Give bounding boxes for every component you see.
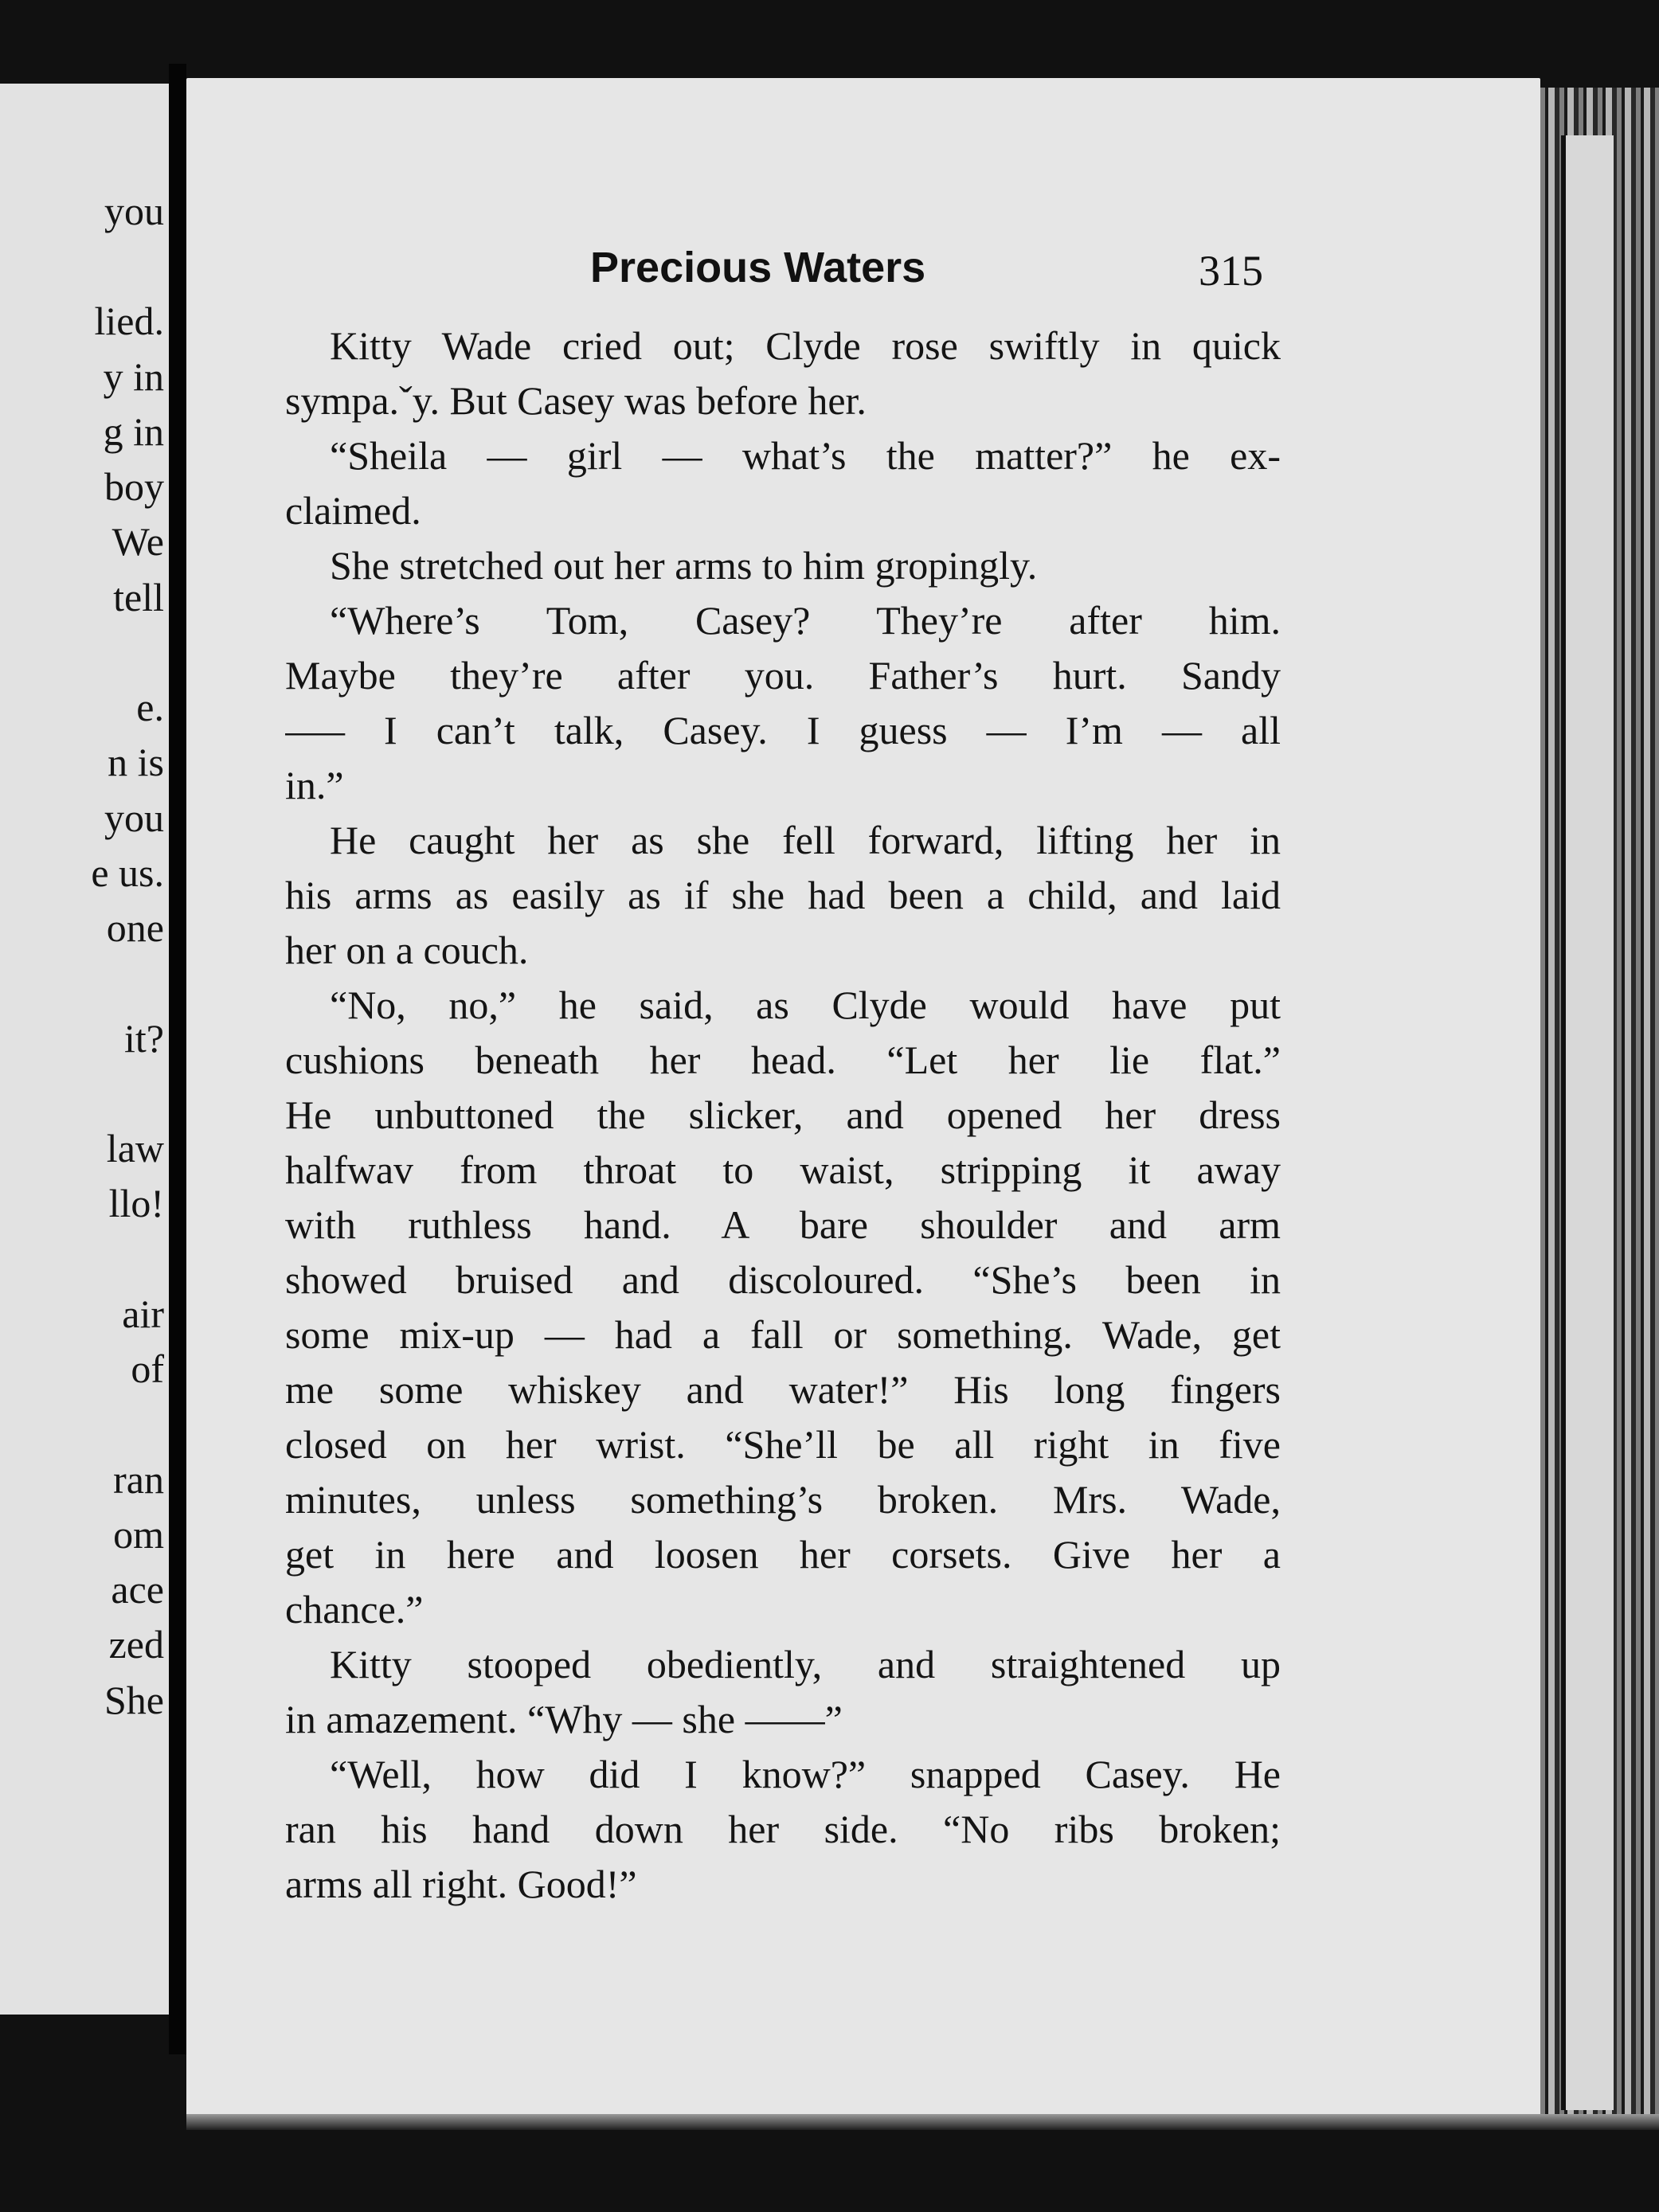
- page-number: 315: [1199, 247, 1263, 295]
- facing-page-fragment: lied.: [94, 299, 164, 343]
- page-bottom-edge: [186, 2114, 1659, 2130]
- text-line: “Where’s Tom, Casey? They’re after him.: [330, 598, 1281, 643]
- text-line: He unbuttoned the slicker, and opened her dress: [285, 1092, 1281, 1137]
- text-line: me some whiskey and water!” His long fingers: [285, 1367, 1281, 1412]
- text-line: minutes, unless something’s broken. Mrs. Wade,: [285, 1477, 1281, 1522]
- facing-page-fragment: om: [113, 1512, 164, 1557]
- text-line: Kitty stooped obediently, and straightened up: [330, 1642, 1281, 1686]
- text-line: chance.”: [285, 1587, 424, 1632]
- facing-page-fragment: g in: [103, 409, 164, 454]
- body-text: [285, 319, 1281, 1912]
- facing-page-fragment: you: [104, 189, 164, 233]
- text-line: sympa.ˇy. But Casey was before her.: [285, 378, 867, 423]
- text-line: He caught her as she fell forward, lifting her in: [330, 818, 1281, 862]
- facing-page-fragment: ran: [113, 1457, 164, 1502]
- text-line: “No, no,” he said, as Clyde would have put: [330, 983, 1281, 1027]
- facing-page-fragment: e us.: [91, 850, 164, 895]
- text-line: in amazement. “Why — she ——”: [285, 1697, 843, 1741]
- text-line: some mix-up — had a fall or something. Wade, get: [285, 1312, 1281, 1357]
- facing-page-fragment: air: [122, 1292, 164, 1336]
- text-line: with ruthless hand. A bare shoulder and arm: [285, 1202, 1281, 1247]
- facing-page-fragment: of: [131, 1346, 164, 1391]
- running-title: Precious Waters: [590, 244, 926, 291]
- facing-page-fragment: zed: [108, 1622, 164, 1667]
- facing-page-fragment: ace: [111, 1567, 164, 1612]
- facing-page-fragment: boy: [104, 464, 164, 509]
- facing-page-fragment: y in: [103, 354, 164, 399]
- text-line: claimed.: [285, 488, 421, 533]
- facing-page-left: [0, 84, 169, 2015]
- running-head: [283, 243, 1278, 299]
- facing-page-fragment: law: [106, 1126, 164, 1170]
- text-line: her on a couch.: [285, 928, 529, 972]
- text-line: arms all right. Good!”: [285, 1862, 637, 1906]
- text-line: halfwav from throat to waist, stripping it away: [285, 1147, 1281, 1192]
- facing-page-fragment: llo!: [108, 1181, 164, 1225]
- text-line: cushions beneath her head. “Let her lie flat.”: [285, 1038, 1281, 1082]
- facing-page-fragment: e.: [136, 685, 164, 729]
- text-line: Maybe they’re after you. Father’s hurt. Sandy: [285, 653, 1281, 698]
- page-edge-inner: [1561, 135, 1614, 2110]
- book-gutter: [169, 64, 186, 2054]
- text-line: —– I can’t talk, Casey. I guess — I’m — all: [285, 708, 1281, 752]
- text-line: in.”: [285, 763, 344, 807]
- text-line: “Well, how did I know?” snapped Casey. He: [330, 1752, 1281, 1796]
- facing-page-fragment: tell: [113, 575, 164, 619]
- text-line: “Sheila — girl — what’s the matter?” he ex-: [330, 433, 1281, 478]
- text-line: ran his hand down her side. “No ribs broken;: [285, 1807, 1281, 1851]
- text-line: his arms as easily as if she had been a child, and laid: [285, 873, 1281, 917]
- text-line: closed on her wrist. “She’ll be all right in five: [285, 1422, 1281, 1467]
- facing-page-fragment: one: [106, 905, 164, 950]
- text-line: Kitty Wade cried out; Clyde rose swiftly in quick: [330, 323, 1281, 368]
- facing-page-fragment: n is: [108, 740, 164, 784]
- facing-page-fragment: She: [104, 1678, 164, 1722]
- facing-page-fragment: it?: [124, 1016, 164, 1061]
- facing-page-fragment: you: [104, 795, 164, 840]
- facing-page-fragment: We: [112, 519, 164, 564]
- text-line: showed bruised and discoloured. “She’s been in: [285, 1257, 1281, 1302]
- text-line: get in here and loosen her corsets. Give her a: [285, 1532, 1281, 1577]
- text-line: She stretched out her arms to him gropingly.: [330, 543, 1038, 588]
